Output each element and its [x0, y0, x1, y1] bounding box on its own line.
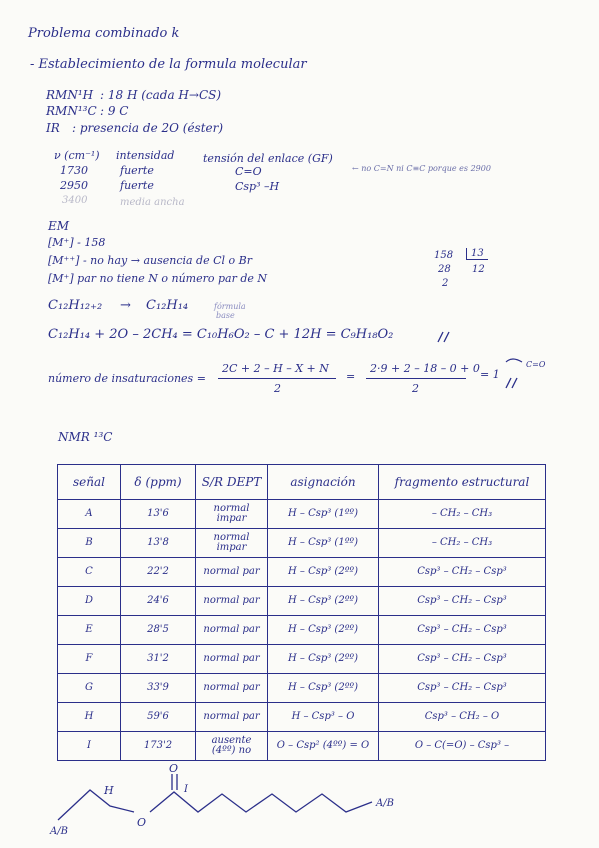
cell-shift: 31'2 — [121, 645, 196, 674]
molecule-structure-diagram — [40, 764, 440, 844]
em-label: EM — [48, 219, 70, 233]
cell-fragment: Csp³ – CH₂ – Csp³ — [379, 587, 546, 616]
cell-signal: F — [58, 645, 121, 674]
column-header-dept: S/R DEPT — [196, 465, 268, 500]
column-header-shift: δ (ppm) — [121, 465, 196, 500]
em-line-2: [M⁺⁺] - no hay → ausencia de Cl o Br — [48, 254, 252, 267]
ir-row3-freq: 3400 — [62, 195, 88, 206]
structure-label-b-right: A/B — [376, 798, 394, 809]
table-row — [58, 587, 546, 616]
ir-row1-freq: 1730 — [60, 164, 88, 177]
ir-row2-intensity: fuerte — [120, 179, 154, 192]
ir-label: IR — [46, 121, 60, 135]
cell-assignment: H – Csp³ (1ºº) — [268, 500, 379, 529]
cell-dept: normal par — [196, 703, 268, 732]
cell-fragment: Csp³ – CH₂ – Csp³ — [379, 645, 546, 674]
ir-row3-intensity: media ancha — [120, 197, 185, 208]
table-row — [58, 500, 546, 529]
page-title: Problema combinado k — [28, 26, 180, 41]
ir-row1-intensity: fuerte — [120, 164, 154, 177]
insat-denominator-1: 2 — [274, 382, 281, 395]
division-dividend: 158 — [434, 250, 454, 261]
cell-assignment: H – Csp³ (2ºº) — [268, 587, 379, 616]
ir-note: ← no C=N ni C≡C porque es 2900 — [352, 164, 491, 173]
cell-assignment: H – Csp³ (2ºº) — [268, 558, 379, 587]
cell-assignment: H – Csp³ (1ºº) — [268, 529, 379, 558]
insat-numerator-1: 2C + 2 – H – X + N — [222, 362, 329, 375]
formula-note-1: fórmula — [214, 302, 246, 311]
cell-shift: 173'2 — [121, 732, 196, 761]
cell-fragment: – CH₂ – CH₃ — [379, 529, 546, 558]
ir-row2-bond: Csp³ –H — [235, 180, 280, 193]
formula-arrow: → — [120, 298, 131, 313]
formula-molecular: C₁₂H₁₄ + 2O – 2CH₄ = C₁₀H₆O₂ – C + 12H = C₉H₁₈O₂ — [48, 327, 394, 342]
cell-signal: B — [58, 529, 121, 558]
cell-assignment: H – Csp³ (2ºº) — [268, 645, 379, 674]
cell-fragment: Csp³ – CH₂ – Csp³ — [379, 558, 546, 587]
insat-mark — [502, 356, 528, 390]
cell-assignment: O – Csp² (4ºº) = O — [268, 732, 379, 761]
nmr-title: NMR ¹³C — [58, 430, 113, 444]
rmn1h-label: RMN¹H — [46, 88, 94, 102]
cell-dept: normal par — [196, 587, 268, 616]
ir-col-freq: ν (cm⁻¹) — [54, 149, 100, 162]
cell-fragment: O – C(=O) – Csp³ – — [379, 732, 546, 761]
structure-label-h: H — [104, 784, 114, 797]
cell-dept: normal impar — [196, 500, 268, 529]
structure-label-o-ring: O — [137, 816, 147, 829]
em-line-1: [M⁺] - 158 — [48, 236, 106, 249]
cell-fragment: Csp³ – CH₂ – O — [379, 703, 546, 732]
cell-dept: ausente (4ºº) no — [196, 732, 268, 761]
division-quotient: 12 — [472, 264, 485, 275]
table-row — [58, 674, 546, 703]
table-row — [58, 616, 546, 645]
cell-shift: 59'6 — [121, 703, 196, 732]
cell-dept: normal par — [196, 558, 268, 587]
em-line-3: [M⁺] par no tiene N o número par de N — [48, 272, 268, 285]
insat-equals: = — [346, 370, 356, 383]
cell-assignment: H – Csp³ (2ºº) — [268, 616, 379, 645]
division-remainder-2: 2 — [442, 278, 449, 289]
formula-base-right: C₁₂H₁₄ — [146, 298, 189, 313]
rmn13c-label: RMN¹³C — [46, 104, 97, 118]
insat-numerator-2: 2·9 + 2 – 18 – 0 + 0 — [370, 362, 480, 375]
fraction-bar-2 — [366, 378, 466, 379]
section-heading: - Establecimiento de la formula molecular — [30, 57, 307, 72]
insat-label: número de insaturaciones = — [48, 372, 206, 385]
cell-dept: normal par — [196, 616, 268, 645]
insat-result: = 1 — [480, 368, 500, 381]
cell-shift: 13'8 — [121, 529, 196, 558]
table-row — [58, 529, 546, 558]
cell-shift: 13'6 — [121, 500, 196, 529]
skeletal-bonds — [58, 774, 372, 820]
table-row — [58, 645, 546, 674]
double-underline-mark — [436, 330, 454, 344]
acyl-chain-bonds — [150, 792, 372, 812]
cell-assignment: H – Csp³ (2ºº) — [268, 674, 379, 703]
cell-dept: normal impar — [196, 529, 268, 558]
ir-row1-bond: C=O — [235, 165, 262, 178]
ir-col-intensity: intensidad — [116, 149, 175, 162]
cell-signal: A — [58, 500, 121, 529]
cell-shift: 33'9 — [121, 674, 196, 703]
cell-fragment: – CH₂ – CH₃ — [379, 500, 546, 529]
insat-result-note: C=O — [526, 360, 546, 369]
cell-signal: C — [58, 558, 121, 587]
ir-row2-freq: 2950 — [60, 179, 88, 192]
division-divisor: 13 — [466, 248, 488, 260]
cell-shift: 28'5 — [121, 616, 196, 645]
rmn13c-value: : 9 C — [100, 104, 129, 118]
table-row — [58, 703, 546, 732]
formula-base-left: C₁₂H₁₂₊₂ — [48, 298, 103, 313]
cell-dept: normal par — [196, 645, 268, 674]
cell-signal: G — [58, 674, 121, 703]
cell-fragment: Csp³ – CH₂ – Csp³ — [379, 674, 546, 703]
ethyl-chain-bonds — [58, 790, 134, 820]
ir-value: : presencia de 2O (éster) — [72, 121, 224, 135]
formula-note-2: base — [216, 311, 235, 320]
structure-label-o-carbonyl: O — [169, 764, 179, 775]
column-header-assignment: asignación — [268, 465, 379, 500]
rmn1h-value: : 18 H (cada H→CS) — [100, 88, 222, 102]
cell-signal: D — [58, 587, 121, 616]
structure-label-i: I — [184, 784, 188, 795]
column-header-signal: señal — [58, 465, 121, 500]
nmr-table — [57, 464, 546, 761]
cell-assignment: H – Csp³ – O — [268, 703, 379, 732]
table-row — [58, 732, 546, 761]
cell-shift: 22'2 — [121, 558, 196, 587]
cell-signal: E — [58, 616, 121, 645]
cell-dept: normal par — [196, 674, 268, 703]
cell-signal: H — [58, 703, 121, 732]
column-header-fragment: fragmento estructural — [379, 465, 546, 500]
table-row — [58, 558, 546, 587]
structure-label-a-left: A/B — [50, 826, 68, 837]
fraction-bar-1 — [218, 378, 336, 379]
cell-shift: 24'6 — [121, 587, 196, 616]
table-header-row — [58, 465, 546, 500]
division-remainder-1: 28 — [438, 264, 451, 275]
cell-fragment: Csp³ – CH₂ – Csp³ — [379, 616, 546, 645]
insat-denominator-2: 2 — [412, 382, 419, 395]
cell-signal: I — [58, 732, 121, 761]
ir-col-bond: tensión del enlace (GF) — [203, 152, 333, 165]
